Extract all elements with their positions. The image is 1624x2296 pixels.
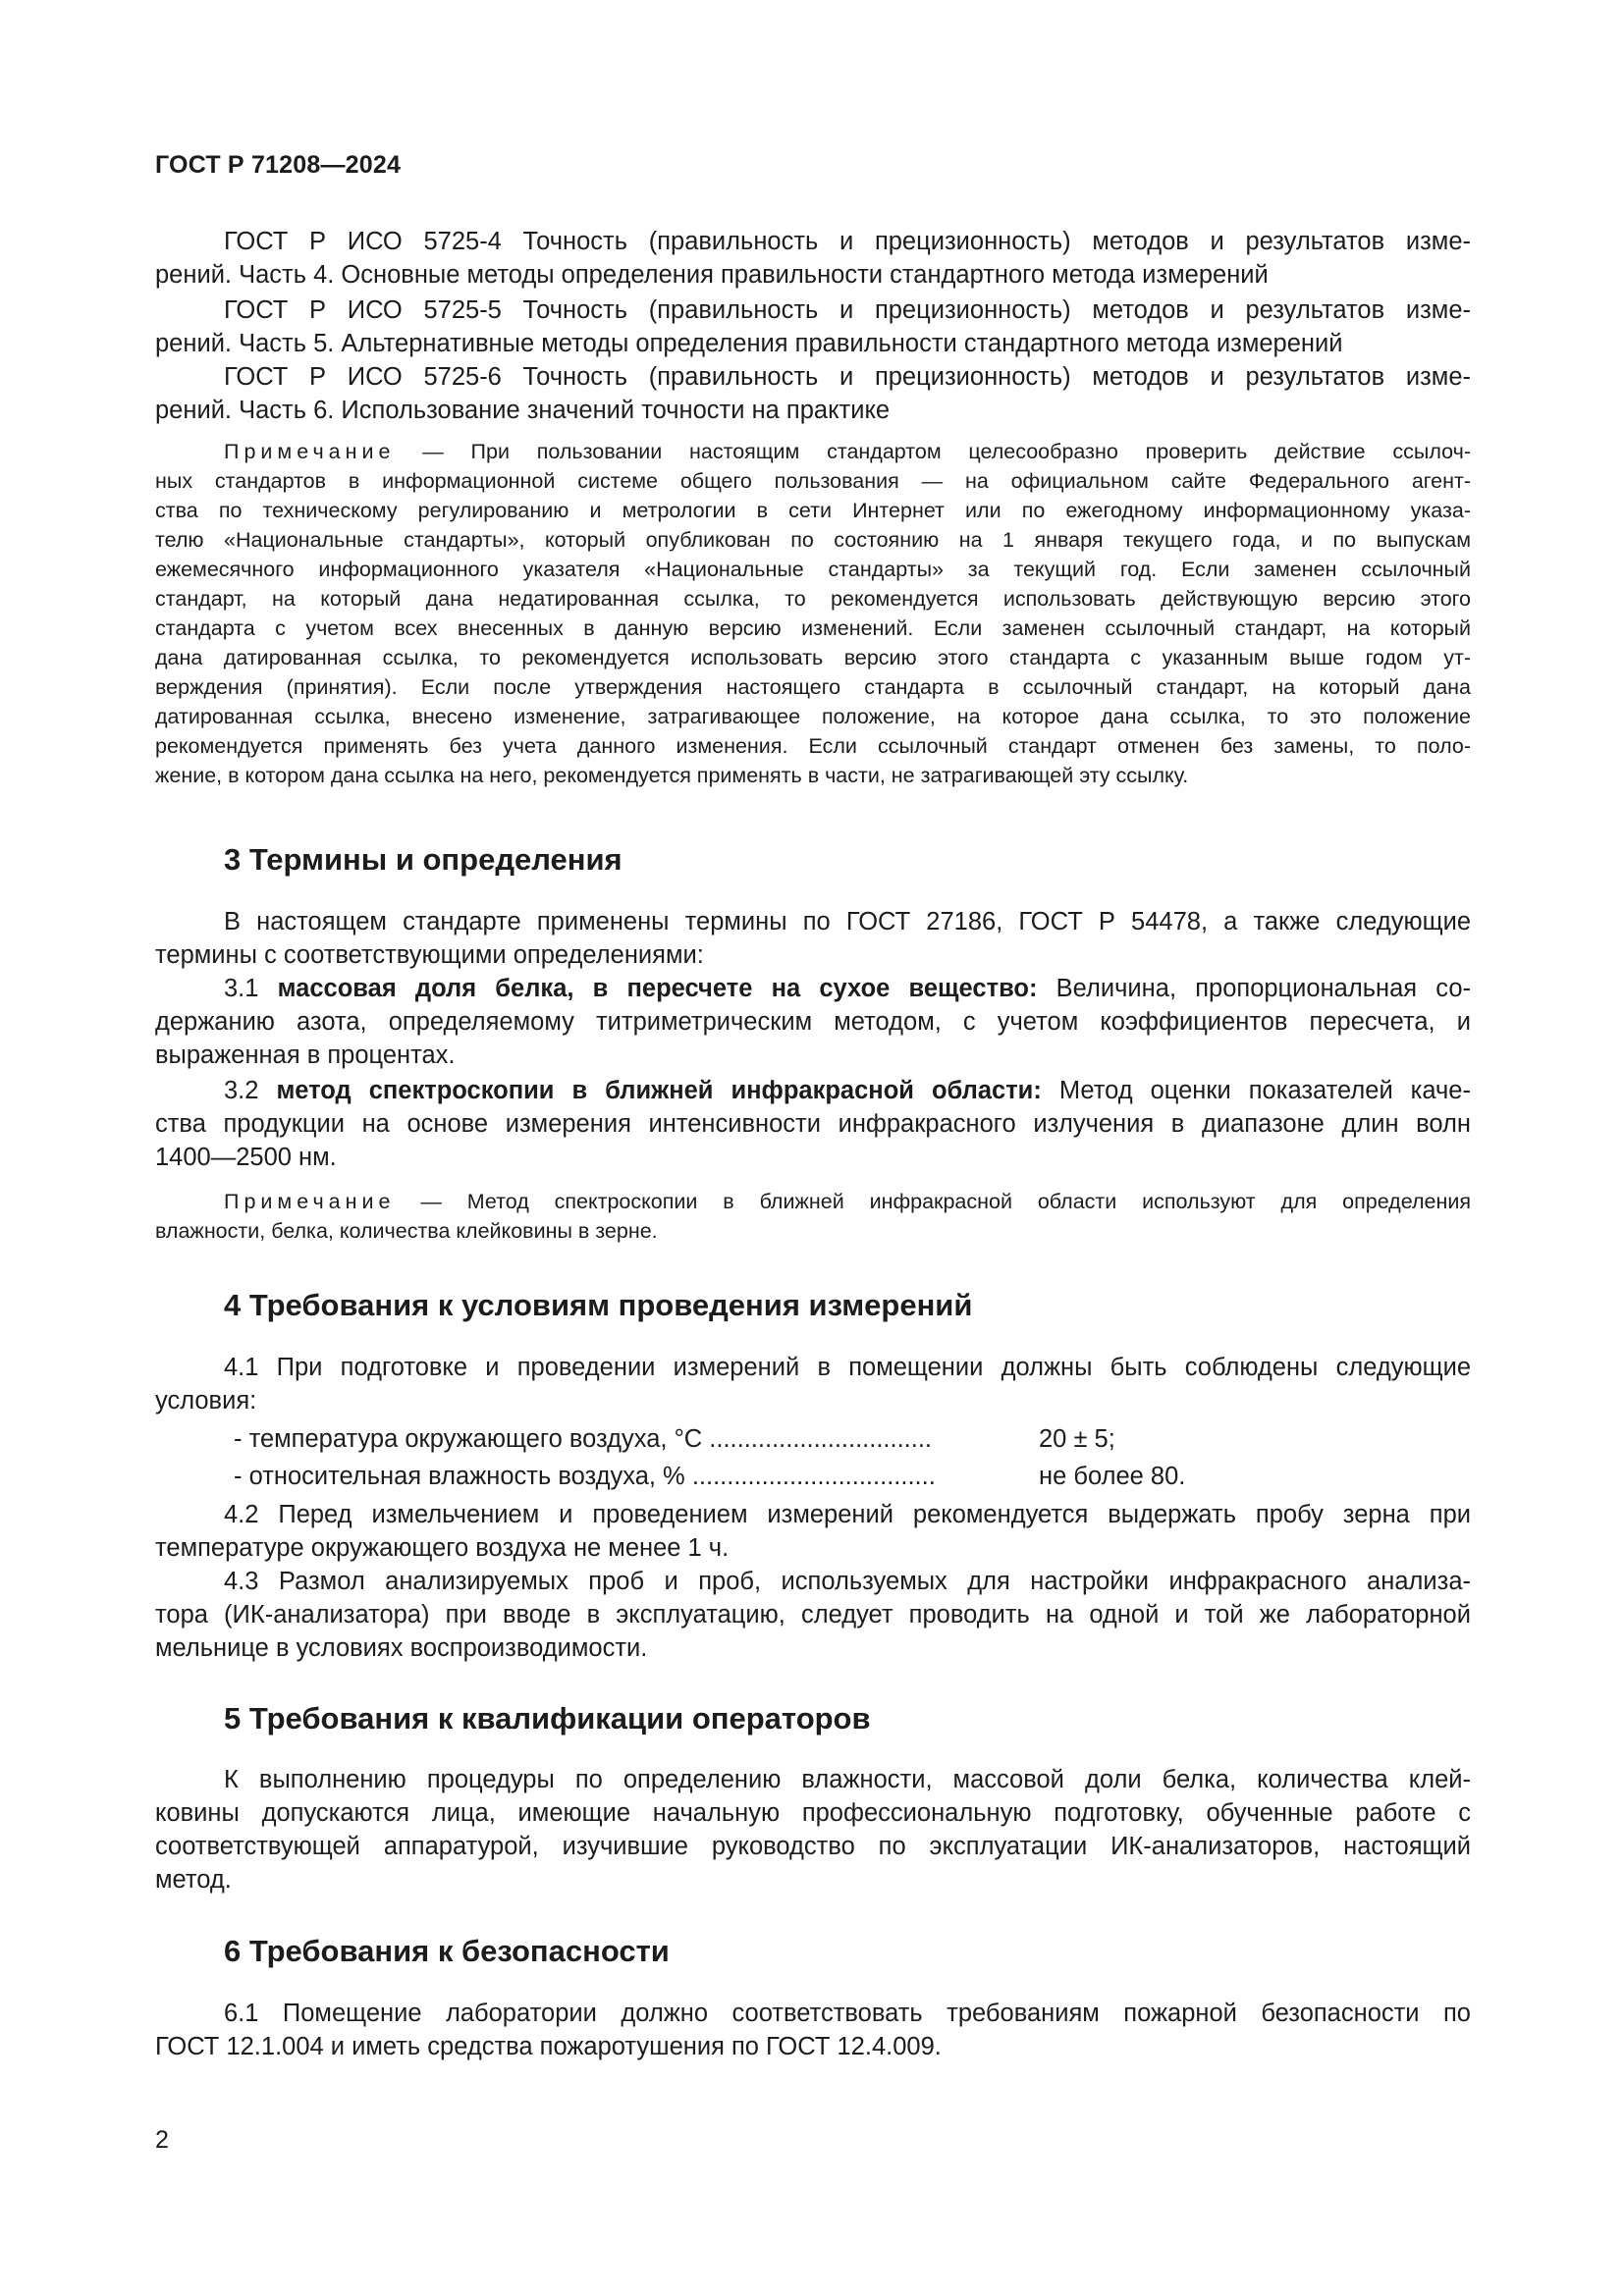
note-line: верждения (принятия). Если после утверждения настоящего стандарта в ссылочный стандарт, на который дана: [155, 675, 1471, 699]
note-line: влажности, белка, количества клейковины в зерне.: [155, 1219, 658, 1243]
ref-line: ГОСТ Р ИСО 5725-5 Точность (правильность и прецизионность) методов и результатов изме-: [224, 296, 1471, 324]
term-name: метод спектроскопии в ближней инфракрасной области:: [276, 1077, 1042, 1104]
note-line: Примечание — Метод спектроскопии в ближней инфракрасной области используют для определения: [224, 1190, 1471, 1213]
note-line: Примечание — При пользовании настоящим стандартом целесообразно проверить действие ссылоч-: [224, 440, 1471, 463]
para-line: выраженная в процентах.: [155, 1041, 456, 1069]
para-line: 4.3 Размол анализируемых проб и проб, используемых для настройки инфракрасного анализа-: [224, 1568, 1471, 1595]
note-line: стандарт, на который дана недатированная ссылка, то рекомендуется использовать действующую версию этого: [155, 587, 1471, 611]
note-line: ежемесячного информационного указателя «Национальные стандарты» за текущий год. Если заменен ссылочный: [155, 558, 1471, 581]
condition-value: 20 ± 5;: [1039, 1425, 1115, 1453]
para-line: 1400—2500 нм.: [155, 1144, 337, 1171]
section-heading: 3 Термины и определения: [224, 842, 623, 877]
ref-line: ГОСТ Р ИСО 5725-4 Точность (правильность и прецизионность) методов и результатов изме-: [224, 228, 1471, 255]
term-3-1: 3.1 массовая доля белка, в пересчете на сухое вещество: Величина, пропорциональная со-: [224, 975, 1471, 1002]
note-line: датированная ссылка, внесено изменение, затрагивающее положение, на которое дана ссылка, то это положение: [155, 705, 1471, 728]
note-label: Примечание: [224, 1190, 396, 1213]
note-label: Примечание: [224, 440, 396, 463]
para-line: условия:: [155, 1387, 257, 1415]
note-line: ства по техническому регулированию и метрологии в сети Интернет или по ежегодному информационному указа-: [155, 499, 1471, 522]
section-heading: 5 Требования к квалификации операторов: [224, 1701, 871, 1735]
para-line: температуре окружающего воздуха не менее 1 ч.: [155, 1534, 730, 1562]
note-line: дана датированная ссылка, то рекомендуется использовать версию этого стандарта с указанным выше годом ут-: [155, 646, 1471, 669]
para-line: ковины допускаются лица, имеющие начальную профессиональную подготовку, обученные работе с: [155, 1799, 1471, 1827]
note-line: ных стандартов в информационной системе общего пользования — на официальном сайте Федерального агент-: [155, 469, 1471, 493]
note-line: рекомендуется применять без учета данного изменения. Если ссылочный стандарт отменен без замены, то поло-: [155, 734, 1471, 758]
note-line: жение, в котором дана ссылка на него, рекомендуется применять в части, не затрагивающей эту ссылку.: [155, 764, 1189, 787]
ref-line: рений. Часть 5. Альтернативные методы определения правильности стандартного метода измерений: [155, 330, 1343, 357]
note-line: стандарта с учетом всех внесенных в данную версию изменений. Если заменен ссылочный стандарт, на который: [155, 616, 1471, 640]
para-line: 4.1 При подготовке и проведении измерений в помещении должны быть соблюдены следующие: [224, 1354, 1471, 1381]
para-line: ГОСТ 12.1.004 и иметь средства пожаротушения по ГОСТ 12.4.009.: [155, 2033, 942, 2060]
para-line: метод.: [155, 1866, 232, 1894]
para-line: термины с соответствующими определениями:: [155, 941, 704, 969]
para-line: 6.1 Помещение лаборатории должно соответствовать требованиям пожарной безопасности по: [224, 2000, 1471, 2027]
term-3-2: 3.2 метод спектроскопии в ближней инфракрасной области: Метод оценки показателей каче-: [224, 1077, 1471, 1104]
para-line: тора (ИК-анализатора) при вводе в эксплуатацию, следует проводить на одной и той же лабораторной: [155, 1601, 1471, 1629]
doc-header: ГОСТ Р 71208—2024: [155, 151, 402, 179]
para-line: К выполнению процедуры по определению влажности, массовой доли белка, количества клей-: [224, 1766, 1471, 1793]
para-line: ства продукции на основе измерения интенсивности инфракрасного излучения в диапазоне длин волн: [155, 1110, 1471, 1138]
para-line: 4.2 Перед измельчением и проведением измерений рекомендуется выдержать пробу зерна при: [224, 1501, 1471, 1528]
para-line: мельнице в условиях воспроизводимости.: [155, 1634, 648, 1662]
condition-value: не более 80.: [1039, 1463, 1186, 1490]
condition-label: - температура окружающего воздуха, °С ................................: [234, 1425, 933, 1453]
condition-label: - относительная влажность воздуха, % ...................................: [234, 1463, 936, 1490]
section-heading: 6 Требования к безопасности: [224, 1934, 670, 1968]
ref-line: рений. Часть 4. Основные методы определения правильности стандартного метода измерений: [155, 261, 1269, 289]
para-line: В настоящем стандарте применены термины по ГОСТ 27186, ГОСТ Р 54478, а также следующие: [224, 908, 1471, 935]
ref-line: рений. Часть 6. Использование значений точности на практике: [155, 397, 891, 424]
ref-line: ГОСТ Р ИСО 5725-6 Точность (правильность и прецизионность) методов и результатов изме-: [224, 363, 1471, 391]
para-line: держанию азота, определяемому титриметрическим методом, с учетом коэффициентов пересчета, и: [155, 1008, 1471, 1036]
page-number: 2: [155, 2126, 169, 2154]
note-line: телю «Национальные стандарты», который опубликован по состоянию на 1 января текущего года, и по выпускам: [155, 528, 1471, 552]
term-name: массовая доля белка, в пересчете на сухое вещество:: [277, 975, 1038, 1002]
section-heading: 4 Требования к условиям проведения измерений: [224, 1288, 973, 1322]
para-line: соответствующей аппаратурой, изучившие руководство по эксплуатации ИК-анализаторов, настоящий: [155, 1833, 1471, 1860]
